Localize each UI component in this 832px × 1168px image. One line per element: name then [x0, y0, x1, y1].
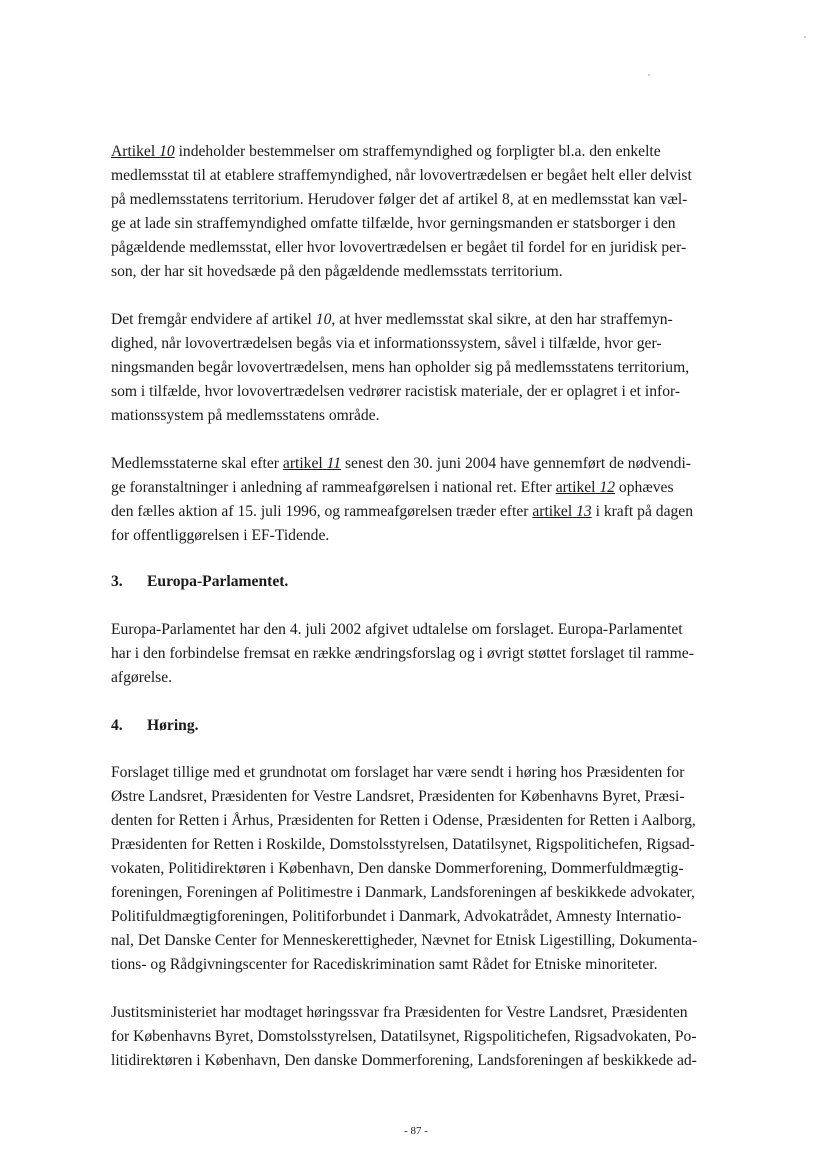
- paragraph-2-line-2: dighed, når lovovertrædelsen begås via et informationssystem, såvel i tilfælde, hvor ger-: [111, 335, 662, 352]
- paragraph-5-line-9: tions- og Rådgivningscenter for Racediskrimination samt Rådet for Etniske minoriteter.: [111, 956, 658, 973]
- paragraph-4-line-3: afgørelse.: [111, 669, 173, 686]
- paragraph-2-line-3: ningsmanden begår lovovertrædelsen, mens han opholder sig på medlemsstatens territorium,: [111, 359, 690, 376]
- article-link[interactable]: artikel 13: [532, 503, 592, 520]
- paragraph-4-line-2: har i den forbindelse fremsat en række ændringsforslag og i øvrigt støttet forslaget til ramme-: [111, 645, 694, 662]
- paragraph-2-line-5: mationssystem på medlemsstatens område.: [111, 407, 380, 424]
- paragraph-3-line-1: Medlemsstaterne skal efter artikel 11 senest den 30. juni 2004 have gennemført de nødvendi-: [111, 455, 692, 472]
- paragraph-3-line-2: ge foranstaltninger i anledning af rammeafgørelsen i national ret. Efter artikel 12 ophæves: [111, 479, 674, 496]
- paragraph-5-line-2: Østre Landsret, Præsidenten for Vestre Landsret, Præsidenten for Københavns Byret, Præsi-: [111, 788, 685, 805]
- paragraph-3-line-4: for offentliggørelsen i EF-Tidende.: [111, 527, 330, 544]
- paragraph-1-line-3: på medlemsstatens territorium. Herudover følger det af artikel 8, at en medlemsstat kan væl-: [111, 191, 688, 208]
- paragraph-5-line-8: nal, Det Danske Center for Menneskerettigheder, Nævnet for Etnisk Ligestilling, Dokumenta-: [111, 932, 698, 949]
- article-link[interactable]: artikel 11: [282, 455, 342, 472]
- paragraph-1-line-4: ge at lade sin straffemyndighed omfatte tilfælde, hvor gerningsmanden er statsborger i den: [111, 215, 676, 232]
- section-heading-3: 3. Europa-Parlamentet.: [111, 573, 289, 590]
- scan-speck: [648, 74, 650, 76]
- paragraph-6-line-3: litidirektøren i København, Den danske Dommerforening, Landsforeningen af beskikkede ad-: [111, 1052, 697, 1069]
- paragraph-6-line-1: Justitsministeriet har modtaget høringssvar fra Præsidenten for Vestre Landsret, Præsidenten: [111, 1004, 688, 1021]
- page-number: - 87 -: [404, 1125, 428, 1137]
- paragraph-2-line-1: Det fremgår endvidere af artikel 10, at hver medlemsstat skal sikre, at den har straffemyn-: [111, 311, 673, 328]
- paragraph-1-line-5: pågældende medlemsstat, eller hvor lovovertrædelsen er begået til fordel for en juridisk per-: [111, 239, 687, 256]
- paragraph-4-line-1: Europa-Parlamentet har den 4. juli 2002 afgivet udtalelse om forslaget. Europa-Parlamentet: [111, 621, 683, 638]
- article-link[interactable]: artikel 12: [555, 479, 616, 496]
- paragraph-1-line-2: medlemsstat til at etablere straffemyndighed, når lovovertrædelsen er begået helt eller delvist: [111, 167, 692, 184]
- paragraph-5-line-1: Forslaget tillige med et grundnotat om forslaget har være sendt i høring hos Præsidenten for: [111, 764, 685, 781]
- scan-speck: [804, 36, 806, 38]
- paragraph-3-line-3: den fælles aktion af 15. juli 1996, og rammeafgørelsen træder efter artikel 13 i kraft på dagen: [111, 503, 694, 520]
- paragraph-5-line-3: denten for Retten i Århus, Præsidenten for Retten i Odense, Præsidenten for Retten i Aalborg,: [111, 812, 696, 829]
- paragraph-5-line-6: foreningen, Foreningen af Politimestre i Danmark, Landsforeningen af beskikkede advokater,: [111, 884, 695, 901]
- paragraph-5-line-5: vokaten, Politidirektøren i København, Den danske Dommerforening, Dommerfuldmægtig-: [111, 860, 684, 877]
- article-link[interactable]: Artikel 10: [111, 143, 175, 160]
- paragraph-2-line-4: som i tilfælde, hvor lovovertrædelsen vedrører racistisk materiale, der er oplagret i et infor-: [111, 383, 681, 400]
- paragraph-1-line-6: son, der har sit hovedsæde på den pågældende medlemsstats territorium.: [111, 263, 563, 280]
- paragraph-6-line-2: for Københavns Byret, Domstolsstyrelsen, Datatilsynet, Rigspolitichefen, Rigsadvokaten, Po-: [111, 1028, 697, 1045]
- section-heading-4: 4. Høring.: [111, 717, 199, 734]
- paragraph-5-line-7: Politifuldmægtigforeningen, Politiforbundet i Danmark, Advokatrådet, Amnesty Internatio-: [111, 908, 682, 925]
- paragraph-1-line-1: Artikel 10 indeholder bestemmelser om straffemyndighed og forpligter bl.a. den enkelte: [111, 143, 661, 160]
- paragraph-5-line-4: Præsidenten for Retten i Roskilde, Domstolsstyrelsen, Datatilsynet, Rigspolitichefen, Rigsad-: [111, 836, 695, 853]
